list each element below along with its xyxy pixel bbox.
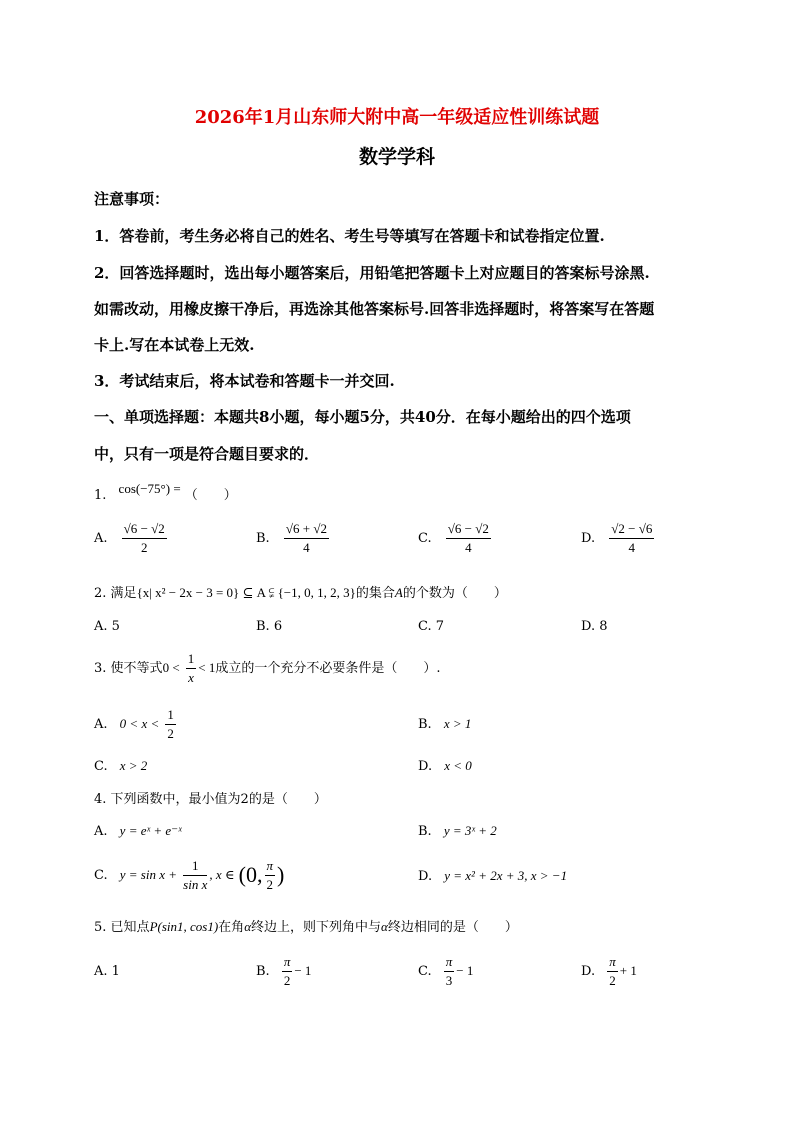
option-expression: 0 < x < [119, 716, 160, 731]
option-label: B. [256, 531, 270, 546]
section-heading-line-1: 一、单项选择题：本题共8小题，每小题5分，共40分．在每小题给出的四个选项 [94, 408, 631, 426]
stem-text: 成立的一个充分不必要条件是（ ）. [215, 661, 441, 676]
exam-title: 2026年1月山东师大附中高一年级适应性训练试题 [194, 107, 600, 128]
question-3-option-a [94, 706, 178, 743]
question-5-option-d [581, 953, 637, 990]
question-4-option-a [94, 823, 182, 839]
question-3-stem [94, 650, 441, 687]
option-label: C. [418, 531, 432, 546]
option-expression: + 1 [619, 963, 637, 978]
option-label: B. [418, 824, 432, 839]
option-expression: x > 1 [443, 716, 472, 731]
question-4-option-c [94, 857, 284, 894]
interval-open: (0, [238, 862, 263, 887]
question-2-option-c: C. 7 [418, 619, 445, 634]
question-number: 4. [94, 792, 107, 807]
option-expression: − 1 [456, 963, 474, 978]
fraction: $\frac{1}{x}$ [187, 651, 195, 685]
question-number: 5. [94, 920, 107, 935]
question-2-stem [94, 582, 507, 601]
option-expression: − 1 [294, 963, 312, 978]
fraction: $\frac{√6 - √2}{2}$ [123, 521, 165, 555]
notice-item-1: 1．答卷前，考生务必将自己的姓名、考生号等填写在答题卡和试卷指定位置. [94, 227, 605, 245]
fraction: $\frac{√6 - √2}{4}$ [447, 521, 489, 555]
fraction: $\frac{1}{\text{sin x}}$ [183, 858, 208, 892]
stem-text: 的个数为（ ） [402, 586, 507, 601]
question-4-stem [94, 788, 327, 807]
notice-item-2-line-3: 卡上.写在本试卷上无效. [94, 336, 255, 354]
stem-text: 终边上，则下列角中与 [251, 920, 382, 935]
option-label: D. [581, 531, 596, 546]
fraction: $\frac{\pi}{2}$ [266, 858, 274, 892]
question-number: 2. [94, 586, 107, 601]
question-4-option-d [418, 868, 567, 884]
stem-text: 在角 [218, 920, 245, 935]
option-label: D. [581, 964, 596, 979]
question-3-option-c [94, 758, 147, 774]
point-expression: P(sin1, cos1) [149, 919, 219, 934]
option-expression: y = eˣ + e⁻ˣ [119, 823, 182, 838]
subject-title: 数学学科 [358, 146, 435, 168]
variable: A [394, 585, 403, 600]
question-number: 1. [94, 488, 107, 503]
question-2-option-b: B. 6 [256, 619, 283, 634]
question-5-option-c [418, 953, 473, 990]
option-expression: y = sin x + [119, 867, 178, 882]
stem-text: 终边相同的是（ ） [387, 920, 518, 935]
notice-item-2-line-1: 2．回答选择题时，选出每小题答案后，用铅笔把答题卡上对应题目的答案标号涂黑. [94, 264, 650, 282]
question-1-option-c [418, 520, 493, 557]
notice-item-2-line-2: 如需改动，用橡皮擦干净后，再选涂其他答案标号.回答非选择题时，将答案写在答题 [94, 300, 655, 318]
stem-text: 下列函数中，最小值为2的是（ ） [110, 792, 327, 807]
question-3-option-b [418, 716, 471, 732]
option-label: B. [418, 717, 432, 732]
question-number: 3. [94, 661, 107, 676]
fraction: $\frac{√2 - √6}{4}$ [611, 521, 653, 555]
stem-text: 的集合 [355, 586, 395, 601]
question-1-option-b [256, 520, 331, 557]
fraction: $\frac{\pi}{2}$ [609, 954, 616, 988]
option-expression: x > 2 [119, 758, 148, 773]
stem-text: 使不等式 [110, 661, 163, 676]
inequality-right: < 1 [198, 660, 216, 675]
option-label: A. [94, 531, 108, 546]
alpha-symbol: α [244, 919, 252, 934]
question-2-option-a: A. 5 [94, 619, 120, 634]
cos-expression: cos(−75°) = [118, 481, 181, 496]
option-expression: y = x² + 2x + 3, x > −1 [444, 868, 568, 883]
notice-heading: 注意事项： [94, 190, 170, 208]
inequality-left: 0 < [162, 660, 180, 675]
question-5-option-b [256, 953, 311, 990]
question-4-option-b [418, 823, 497, 839]
fraction: $\frac{√6 + √2}{4}$ [285, 521, 327, 555]
option-label: C. [418, 964, 432, 979]
stem-text: 满足 [110, 586, 137, 601]
interval-close: ) [277, 862, 285, 887]
option-label: C. [94, 759, 108, 774]
option-label: D. [418, 759, 433, 774]
option-expression: , x ∈ [209, 867, 235, 882]
question-5-stem [94, 916, 518, 935]
fraction: $\frac{1}{2}$ [167, 707, 174, 741]
question-1-option-a [94, 520, 169, 557]
fraction: $\frac{\pi}{2}$ [283, 954, 291, 988]
fraction: $\frac{\pi}{3}$ [445, 954, 453, 988]
question-1-option-d [581, 520, 656, 557]
question-2-option-d: D. 8 [581, 619, 608, 634]
question-1-stem [94, 481, 237, 503]
option-expression: y = 3ˣ + 2 [443, 823, 497, 838]
set-expression: {x| x² − 2x − 3 = 0} ⊆ A ⫋ {−1, 0, 1, 2, 3} [136, 585, 356, 600]
option-label: D. [418, 869, 433, 884]
question-5-option-a: A. 1 [94, 964, 120, 979]
option-label: A. [94, 717, 108, 732]
stem-text: 已知点 [110, 920, 150, 935]
alpha-symbol: α [381, 919, 388, 934]
option-label: A. [94, 824, 108, 839]
answer-paren: （ ） [184, 488, 237, 503]
option-expression: x < 0 [444, 758, 472, 773]
question-3-option-d [418, 758, 472, 774]
option-label: C. [94, 868, 108, 883]
option-label: B. [256, 964, 270, 979]
section-heading-line-2: 中，只有一项是符合题目要求的． [94, 445, 320, 463]
notice-item-3: 3．考试结束后，将本试卷和答题卡一并交回. [94, 372, 395, 390]
